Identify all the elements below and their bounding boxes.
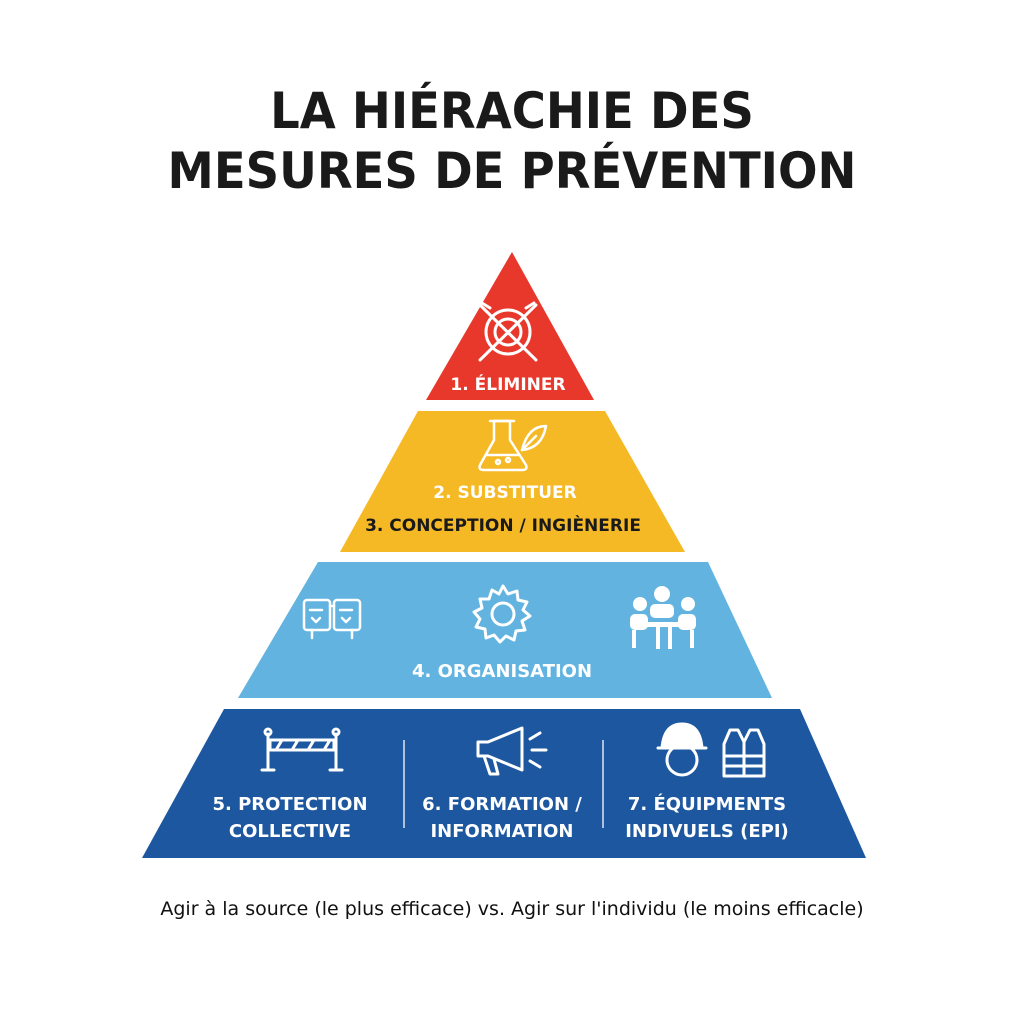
tier-3-label: 4. ORGANISATION	[411, 661, 593, 682]
title-line-2: MESURES DE PRÉVENTION	[167, 142, 857, 200]
tier-2-label-conception: 3. CONCEPTION / INGIÈNERIE	[365, 516, 641, 536]
tier-4-item-2-line2: INFORMATION	[430, 821, 574, 842]
tier-4-item-1-line1: 5. PROTECTION	[212, 794, 368, 815]
footer-caption: Agir à la source (le plus efficace) vs. Agir sur l'individu (le moins efficacle)	[160, 898, 864, 920]
tier-4-item-3-line2: INDIVUELS (EPI)	[625, 821, 789, 842]
tier-2-label-substituer: 2. SUBSTITUER	[433, 483, 577, 503]
title-line-1: LA HIÉRACHIE DES	[270, 82, 754, 140]
tier-4-item-1-line2: COLLECTIVE	[228, 821, 352, 842]
tier-4-item-2-line1: 6. FORMATION /	[422, 794, 582, 815]
tier-4-item-3-line1: 7. ÉQUIPMENTS	[627, 794, 787, 815]
tier-1-label: 1. ÉLIMINER	[450, 375, 566, 395]
